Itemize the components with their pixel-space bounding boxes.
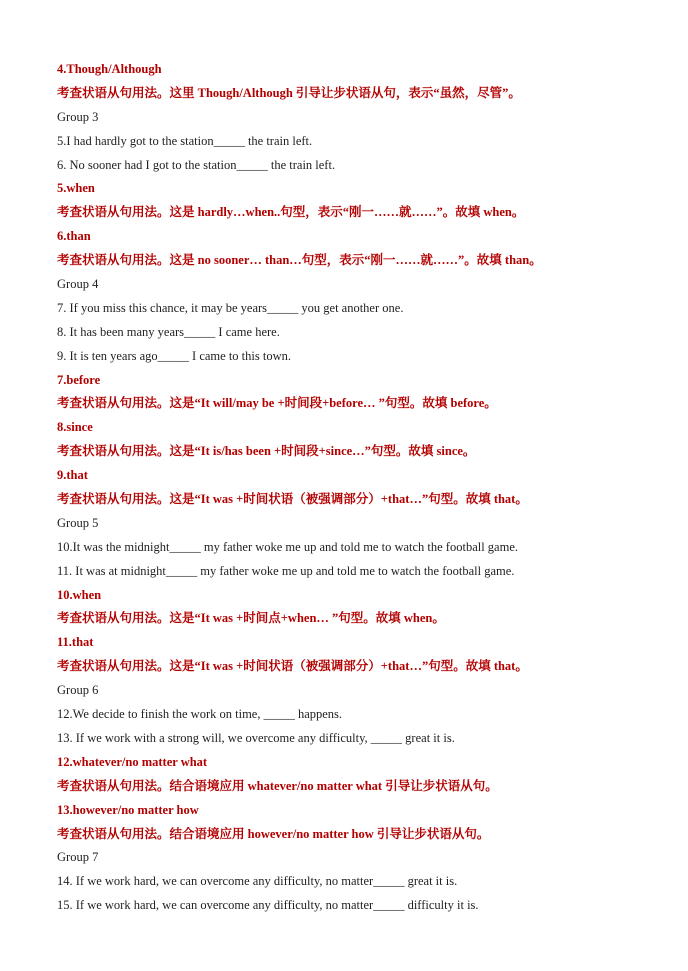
question-item: 5.I had hardly got to the station_____ the train left. (57, 133, 313, 148)
answer-heading: 9.that (57, 468, 88, 483)
question-item: 8. It has been many years_____ I came here. (57, 324, 280, 339)
question-item: 7. If you miss this chance, it may be years_____ you get another one. (57, 300, 404, 315)
group-heading: Group 7 (57, 850, 99, 865)
answer-heading: 5.when (57, 181, 95, 196)
group-heading: Group 6 (57, 683, 99, 698)
answer-explanation: 考查状语从句用法。这是“It is/has been +时间段+since…”句型。故填 since。 (57, 444, 476, 459)
answer-explanation: 考查状语从句用法。这是“It will/may be +时间段+before… ”句型。故填 before。 (57, 396, 497, 411)
group-heading: Group 5 (57, 515, 99, 530)
question-item: 9. It is ten years ago_____ I came to this town. (57, 348, 291, 363)
answer-heading: 13.however/no matter how (57, 802, 199, 817)
answer-explanation: 考查状语从句用法。这是“It was +时间状语（被强调部分）+that…”句型。故填 that。 (57, 492, 528, 507)
answer-explanation: 考查状语从句用法。结合语境应用 however/no matter how 引导让步状语从句。 (57, 826, 490, 841)
group-heading: Group 4 (57, 277, 99, 292)
answer-heading: 12.whatever/no matter what (57, 754, 208, 769)
document-page (57, 58, 667, 918)
answer-heading: 10.when (57, 587, 102, 602)
answer-explanation: 考查状语从句用法。这是“It was +时间状语（被强调部分）+that…”句型。故填 that。 (57, 659, 528, 674)
question-item: 15. If we work hard, we can overcome any difficulty, no matter_____ difficulty it is. (57, 898, 479, 913)
question-item: 10.It was the midnight_____ my father woke me up and told me to watch the football game. (57, 539, 519, 554)
question-item: 13. If we work with a strong will, we overcome any difficulty, _____ great it is. (57, 730, 455, 745)
question-item: 12.We decide to finish the work on time, _____ happens. (57, 707, 343, 722)
answer-heading: 8.since (57, 420, 93, 435)
answer-explanation: 考查状语从句用法。结合语境应用 whatever/no matter what 引导让步状语从句。 (57, 778, 498, 793)
answer-heading: 11.that (57, 635, 94, 650)
question-item: 11. It was at midnight_____ my father woke me up and told me to watch the football game. (57, 563, 515, 578)
group-heading: Group 3 (57, 109, 99, 124)
answer-explanation: 考查状语从句用法。这是 hardly…when..句型，表示“刚一……就……”。故填 when。 (57, 205, 525, 220)
answer-explanation: 考查状语从句用法。这是“It was +时间点+when… ”句型。故填 when。 (57, 611, 445, 626)
question-item: 6. No sooner had I got to the station_____ the train left. (57, 157, 336, 172)
answer-heading: 7.before (57, 372, 101, 387)
answer-explanation: 考查状语从句用法。这里 Though/Although 引导让步状语从句，表示“虽然，尽管”。 (57, 85, 521, 100)
question-item: 14. If we work hard, we can overcome any difficulty, no matter_____ great it is. (57, 874, 458, 889)
answer-heading: 6.than (57, 229, 91, 244)
answer-explanation: 考查状语从句用法。这是 no sooner… than…句型，表示“刚一……就……”。故填 than。 (57, 253, 542, 268)
answer-heading: 4.Though/Although (57, 62, 162, 76)
